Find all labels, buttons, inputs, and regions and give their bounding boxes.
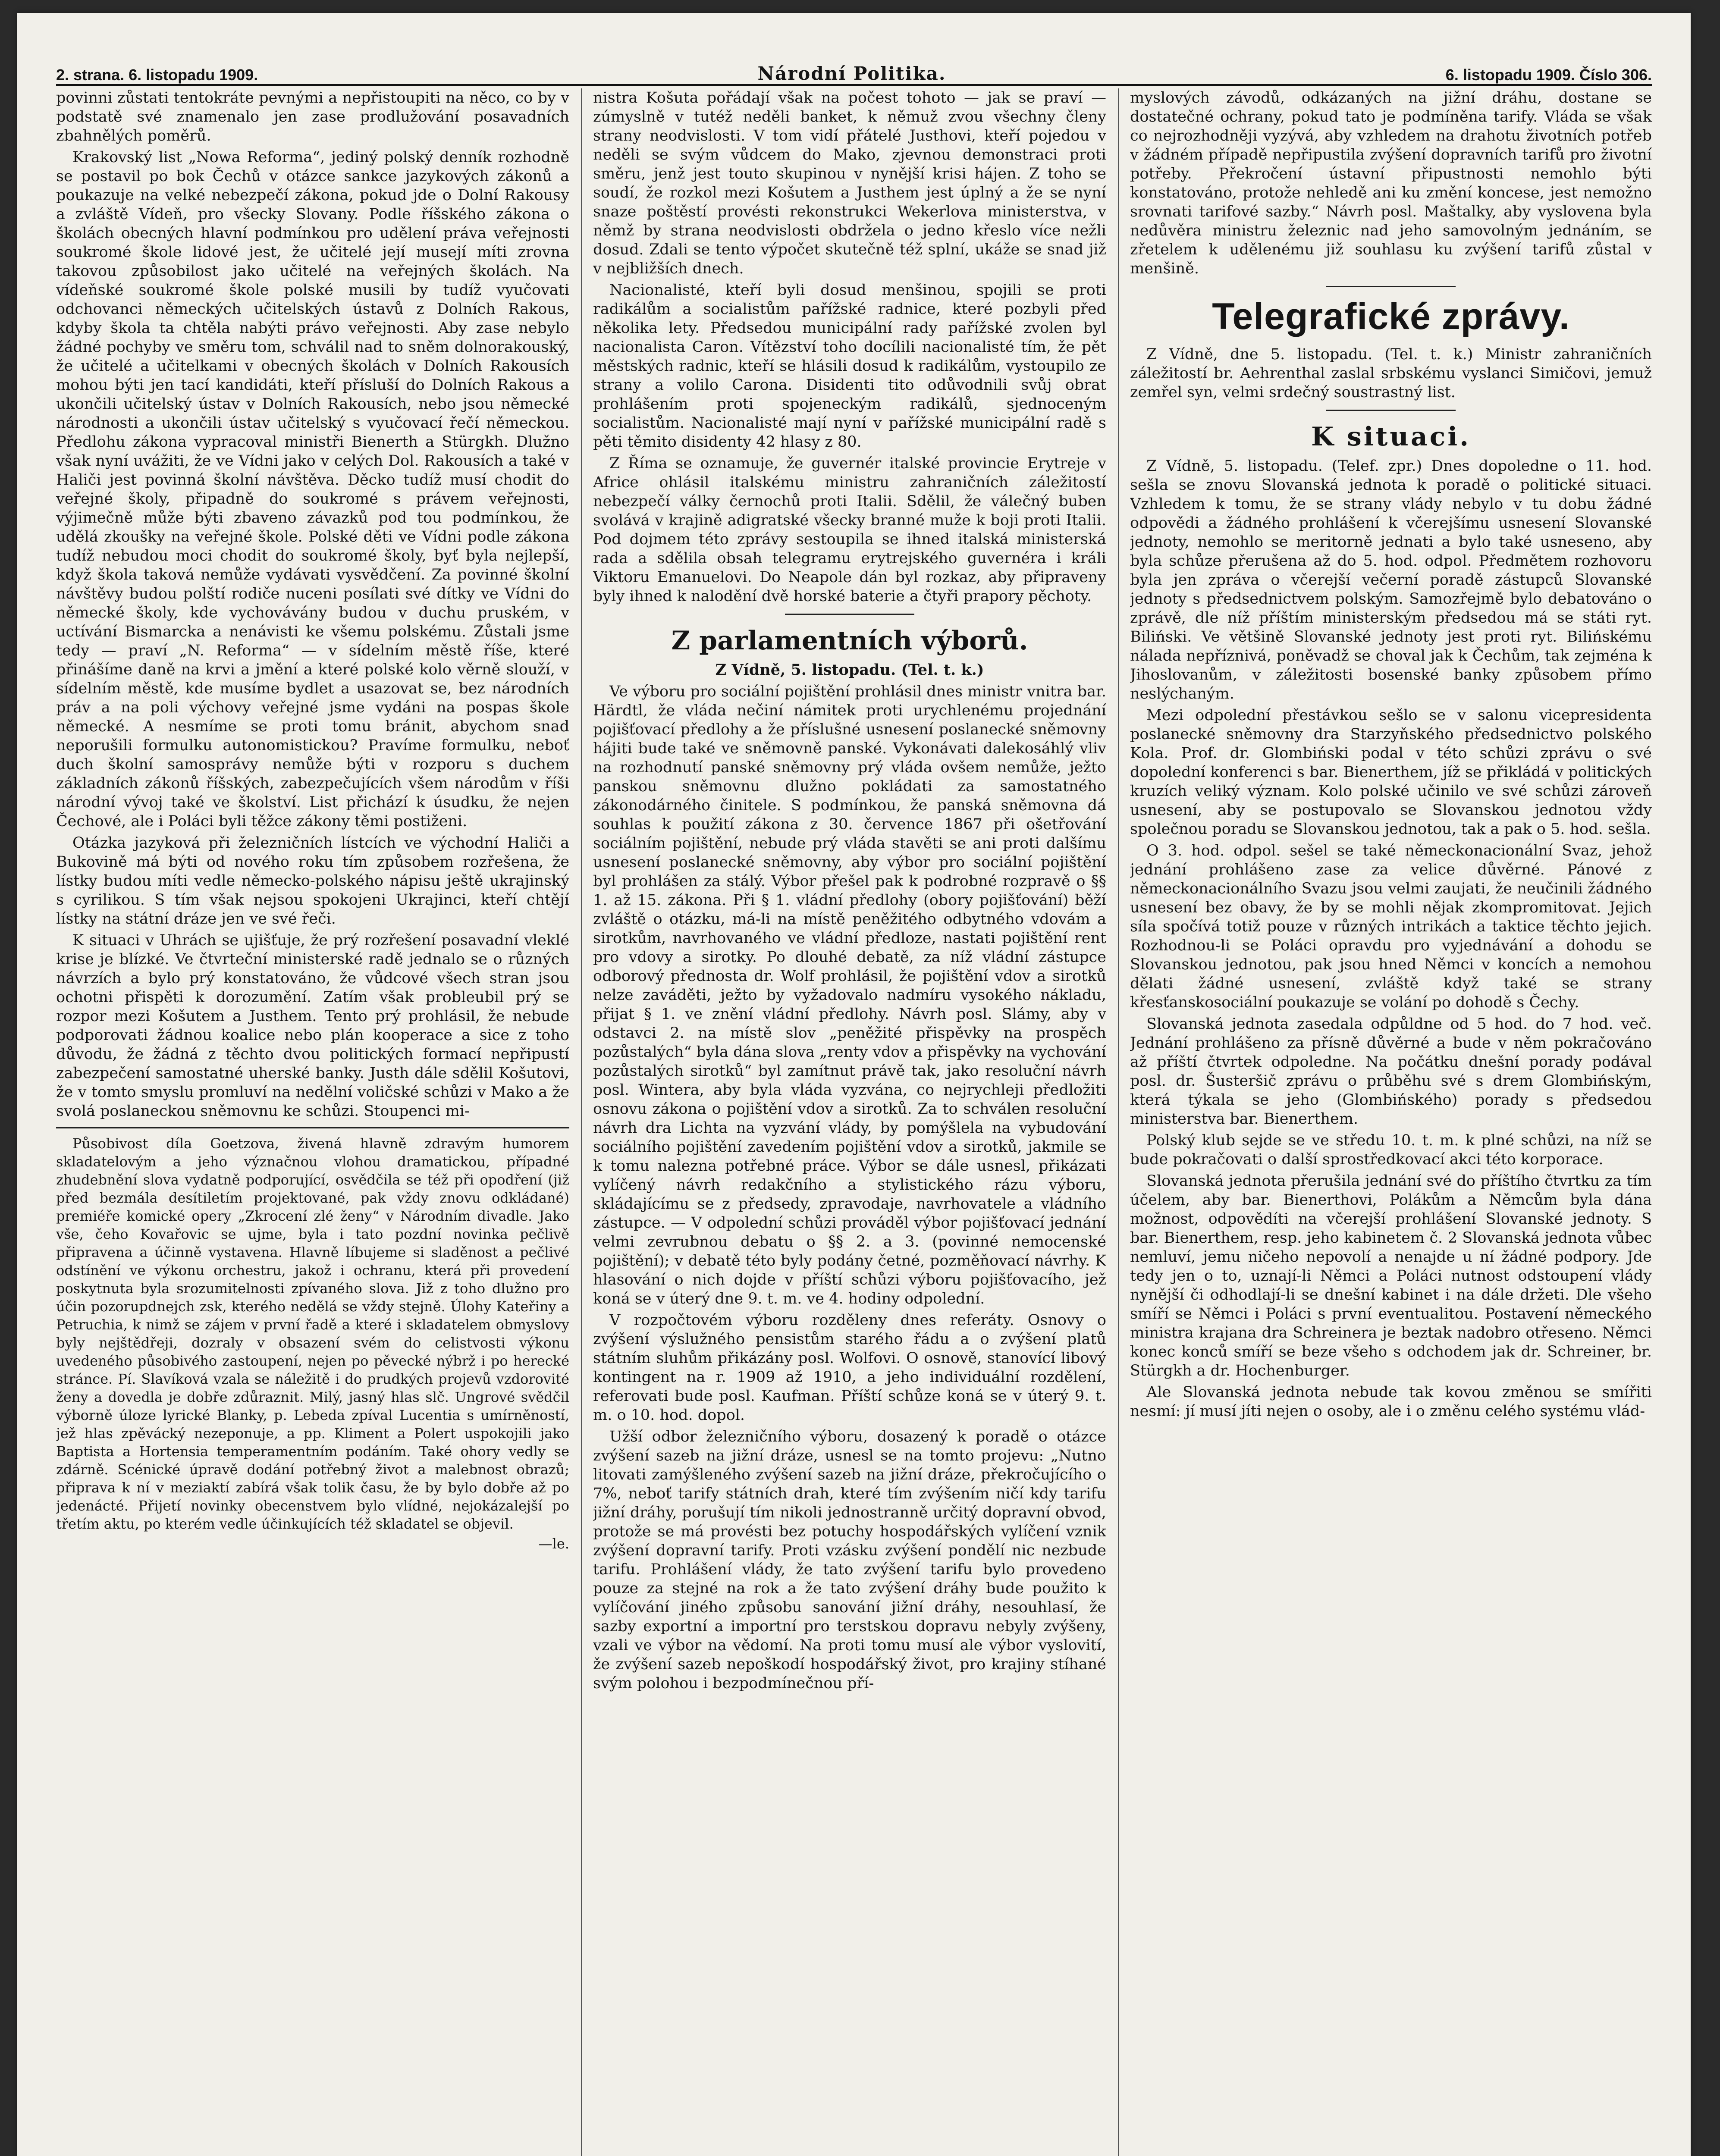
- section-divider: [1326, 286, 1456, 287]
- feuilleton-divider: [56, 1127, 569, 1128]
- article-paragraph: Nacionalisté, kteří byli dosud menšinou, spojili se proti radikálům a socialistům pařížské radnice, které pozbyli před několika lety. Předsedou municipální rady pařížské zvolen byl nacionalista Caron. Vítězství toho docílili nacionalisté tím, že pět městských radnic, kteří se hlásili dosud k radikálům, vystoupilo ze strany a volilo Carona. Disidenti tito odůvodnili svůj obrat prohlášením proti spojeneckým radikálů, sjednoceným socialistům. Nacionalisté mají nyní v pařížské municipální radě s pěti těmito disidenty 42 hlasy z 80.: [593, 282, 1106, 451]
- header-right: 6. listopadu 1909. Číslo 306.: [1445, 66, 1652, 84]
- article-paragraph: Užší odbor železničního výboru, dosazený k poradě o otázce zvýšení sazeb na jižní dráze, usnesl se na tomto projevu: „Nutno litovati zamýšleného zvýšení sazeb na jižní dráze, překročujícího o 7%, neboť tarify státních drah, které tím zvýšením ničí kdy tarifu jižní dráhy, porušují tím nikoli jednostranně určitý dopravní obvod, protože se má provésti bez potuchy hospodářských vylíčení vznik zvýšení dopravní tarify. Proti vzásku zvýšení pondělí nic nezbude tarifu. Prohlášení vlády, že tato zvýšení tarifu bylo provedeno pouze za stejné na rok a že tato zvýšení dráhy bude použito k vylíčování jiného způsobu sanování jižní dráhy, nesouhlasí, že sazby exportní a importní pro terstskou dopravu nebyly zvýšeny, vzali ve výbor na vědomí. Na proti tomu musí ale výbor vyslovití, že zvýšení sazeb nepoškodí hospodářský život, pro krajiny stíhané svým polohou i bezpodmínečnou pří-: [593, 1428, 1106, 1692]
- article-paragraph: K situaci v Uhrách se ujišťuje, že prý rozřešení posavadní vleklé krise je blízké. Ve čtvrteční ministerské radě jednalo se o různých návrzích a bylo prý konstatováno, že vůdcové všech stran jsou ochotni přispěti k dorozumění. Zatím však probleubil prý se rozpor mezi Košutem a Justhem. Tento prý prohlásil, že nebude podporovati žádnou koalice nebo plán kooperace a sice z toho důvodu, že žádná z těchto dvou politických formací nepřipustí zabezpečení samostatné uherské banky. Justh dále sdělil Košutovi, že v tomto smyslu promluví na nedělní voličské schůzi v Mako a že svolá poslaneckou sněmovnu ke schůzi. Stoupenci mi-: [56, 932, 569, 1120]
- section-heading: Z parlamentních výborů.: [671, 626, 1028, 656]
- section-heading: K situaci.: [1311, 422, 1471, 452]
- article-paragraph: nistra Košuta pořádají však na počest tohoto — jak se praví — zúmyslně v tutéž neděli banket, k němuž zvou všechny členy strany neodvislosti. V tom vidí přátelé Justhovi, kteří pojedou v neděli se svým vůdcem do Mako, zjevnou demonstraci proti směru, jenž jest touto skupinou v nynější krisi hájen. Z toho se soudí, že rozkol mezi Košutem a Justhem jest úplný a že se nyní snaze poštěstí provésti rekonstrukci Wekerlova ministerstva, v němž by strana neodvislosti obdržela o jedno křeslo více nežli dosud. Zdali se tento výpočet skutečně též splní, ukáže se snad již v nejbližších dnech.: [593, 89, 1106, 277]
- article-paragraph: Otázka jazyková při železničních lístcích ve východní Haliči a Bukovině má býti od nového roku tím způsobem rozřešena, že lístky budou míti vedle německo-polského nápisu ještě ukrajinský s cyrilikou. S tím však nejsou spokojeni Ukrajinci, kteří chtějí lístky na státní dráze jen ve své řeči.: [56, 834, 569, 928]
- article-paragraph: V rozpočtovém výboru rozděleny dnes referáty. Osnovy o zvýšení výslužného pensistům starého řádu a o zvýšení platů státním sluhům přikázány posl. Wolfovi. O osnově, stanovící libový kontingent na r. 1909 až 1910, a jeho individuální rozdělení, referovati bude posl. Kaufman. Příští schůze koná se v úterý 9. t. m. o 10. hod. dopol.: [593, 1312, 1106, 1424]
- section-divider: [1326, 410, 1456, 411]
- page-content: [56, 54, 1652, 2156]
- author-signature: —le.: [538, 1536, 569, 1552]
- newspaper-page: [17, 13, 1691, 2156]
- column-2: [593, 88, 1106, 2156]
- telegraph-heading: Telegrafické zprávy.: [1212, 296, 1570, 337]
- column-1: [56, 88, 569, 2156]
- column-divider: [581, 88, 582, 2156]
- article-paragraph: O 3. hod. odpol. sešel se také německonacionální Svaz, jehož jednání prohlášeno zase za velice důvěrné. Pánové z německonacionálního Svazu jsou velmi zaujati, že neučinili žádného usnesení bez obavy, že by se mohli nějak zkompromitovat. Jejich síla spočívá totiž pouze v různých intrikách a taktice těchto jejich. Rozhodnou-li se Poláci opravdu pro vyjednávání a dohodu se Slovanskou jednotou, pak jsou hned Němci v koncích a nemohou dělati žádné usnesení, zvláště když také se strany křesťanskosociální poukazuje se volání po dohodě s Čechy.: [1130, 842, 1652, 1011]
- article-paragraph: Z Říma se oznamuje, že guvernér italské provincie Erytreje v Africe ohlásil italskému ministru zahraničních záležitostí nebezpečí války černochů proti Italii. Sdělil, že válečný buben svolává v krajině adigratské všecky branné muže k boji proti Italii. Pod dojmem této zprávy sestoupila se ihned italská ministerská rada a sdělila obsah telegramu erytrejského guvernéra i králi Viktoru Emanuelovi. Do Neapole dán byl rozkaz, aby připraveny byly ihned k nalodění dvě horské baterie a čtyři prapory pěchoty.: [593, 455, 1106, 605]
- article-paragraph: Krakovský list „Nowa Reforma“, jediný polský denník rozhodně se postavil po bok Čechů v otázce sankce jazykových zákonů a poukazuje na velké nebezpečí zákona, pokud jde o Dolní Rakousy a zvláště Vídeň, pro všecky Slovany. Podle říšského zákona o školách obecných hlavní podmínkou pro udělení práva veřejnosti soukromé škole lidové jest, že učitelé její musejí míti zrovna takovou způsobilost jako učitelé na veřejných školách. Na vídeňské soukromé škole polské musili by tudíž vyučovati odchovanci německých učitelských ústavů z Dolních Rakous, kdyby škola ta chtěla nabýti právo veřejnosti. Aby zase nebylo žádné pochyby ve směru tom, schválil nad to sněm dolnorakouský, že učitelé a učitelkami v obecných školách v Dolních Rakousích mohou býti jen tací kandidáti, kteří přísluší do Dolních Rakous a ukončili učitelský ústav v Dolních Rakousích, nebo jsou německé národnosti a ukončili ústav učitelský s vyučovací řečí německou. Předlohu zákona vypracoval ministři Bienerth a Stürgkh. Dlužno však nyní uvážiti, že ve Vídni jako v celých Dol. Rakousích a také v Haliči jest povinná školní návštěva. Děcko tudíž musí chodit do veřejné školy, připadně do soukromé s právem veřejnosti, výjimečně může býti zbaveno závazků pod tou podmínkou, že udělá zkoušky na veřejné škole. Polské děti ve Vídni podle zákona tudíž nebudou moci chodit do soukromé školy, byť byla nejlepší, když škola taková nemůže vydávati vysvědčení. Za povinné školní návštěvy budou polští rodiče nuceni posílati své dítky ve Vídni do německé školy, kde vychovávány budou v duchu pruském, v uctívání Bismarcka a nenávisti ke všemu polskému. Zůstali jsme tedy — praví „N. Reforma“ — v sídelním městě říše, které přinášíme daně na krvi a jmění a které polské kolo věrně slouží, v sídelním městě, kde musíme bydlet a usazovat se, bez národních práv a na poli výchovy veřejné jsme vydáni na pospas škole německé. A nesmíme se proti tomu bránit, abychom snad neporušili formulku autonomistickou? Pravíme formulku, neboť duch školní samosprávy nemůže býti v rozporu s duchem základních zákonů říšských, zabezpečujících všem národům v říši národní vývoj také ve školství. List přichází k úsudku, že nejen Čechové, ale i Poláci byli těžce zákony těmi postiženi.: [56, 149, 569, 830]
- article-paragraph: Polský klub sejde se ve středu 10. t. m. k plné schůzi, na níž se bude pokračovati o další sprostředkovací akci této korporace.: [1130, 1132, 1652, 1168]
- article-paragraph: Slovanská jednota přerušila jednání své do příštího čtvrtku za tím účelem, aby bar. Bienerthovi, Polákům a Němcům byla dána možnost, odpovědíti na včerejší prohlášení Slovanské jednoty. S bar. Bienerthem, resp. jeho kabinetem č. 2 Slovanská jednota vůbec nemluví, jemu ničeho nepovolí a nenajde u ní žádné podpory. Jde tedy jen o to, uznají-li Němci a Poláci nutnost odstoupení vlády nynější či odhodlají-li se dnešní kabinet i na dále držeti. Dle všeho smíří se Němci i Poláci s první eventualitou. Postavení německého ministra krajana dra Schreinera je beztak nadobro otřeseno. Němci konec konců smíří se beze všeho s odchodem jak dr. Schreiner, br. Stürgkh a dr. Hochenburger.: [1130, 1172, 1652, 1379]
- page-header: [56, 54, 1652, 86]
- header-left: 2. strana. 6. listopadu 1909.: [56, 66, 258, 84]
- article-paragraph: Ale Slovanská jednota nebude tak kovou změnou se smířiti nesmí: jí musí jíti nejen o osoby, ale i o změnu celého systému vlád-: [1130, 1384, 1652, 1420]
- dateline: Z Vídně, 5. listopadu. (Tel. t. k.): [715, 661, 984, 679]
- feuilleton-paragraph: Působivost díla Goetzova, živená hlavně zdravým humorem skladatelovým a jeho význačnou vlohou dramatickou, případné zhudebnění slova vydatně podporující, osvědčila se též při opodření (již před bezmála desítiletím projektované, pak vždy znovu odkládané) premiéře komické opery „Zkrocení zlé ženy“ v Národním divadle. Jako vše, čeho Kovařovic se ujme, byla i tato pozdní novinka pečlivě připravena a účinně vystavena. Hlavně líbujeme si sladěnost a pečlivé odstínění ve výkonu orchestru, jakož i ochranu, která při provedení poskytnuta byla srozumitelnosti zpívaného slova. Již z toho dlužno pro účin pozorupdnejch zsk, kterého nedělá se vždy stejně. Úlohy Kateřiny a Petruchia, k nimž se zájem v první řadě a které i skladatelem obmyslovy byly nejštědřeji, dozraly v obsazení svém do celistvosti výkonu uvedeného působivého zastoupení, nejen po pěvecké nýbrž i po herecké stránce. Pí. Slavíková vzala se náležitě i do prudkých projevů vzdorovité ženy a dovedla je dobře zdůraznit. Milý, jasný hlas slč. Ungrové svědčil výborně úloze lyrické Blanky, p. Lebeda zpíval Lucentia s umírněností, jež hlas zpěvácký nezeponuje, a pp. Kliment a Polert uspokojili jako Baptista a Hortensia temperamentním podáním. Také ohory vedly se zdárně. Scénické úpravě dodání potřebný život a malebnost obrazů; připrava k ní v meziaktí zabírá však tolik času, že by bylo dobře až po jedenácté. Přijetí novinky obecenstvem bylo vlídné, nejokázalejší po třetím aktu, po kterém vedle účinkujících též skladatel se objevil.: [56, 1135, 569, 1532]
- article-paragraph: myslových závodů, odkázaných na jižní dráhu, dostane se dostatečné ochrany, pokud tato je podmíněna tarify. Vláda se však co nejrozhodněji vyzývá, aby vzhledem na drahotu životních potřeb v žádném případě nepřipustila zvýšení dopravních tarifů pro životní potřeby. Překročení ústavní připustnosti nemohlo býti konstatováno, protože nehledě ani ku změní koncese, jest nemožno srovnati tarifové sazby.“ Návrh posl. Maštalky, aby vyslovena byla nedůvěra ministru železnic nad jeho samovolným jednáním, se zřetelem k udělenému již souhlasu ku zvýšení tarifů zůstal v menšině.: [1130, 89, 1652, 277]
- column-3: [1130, 88, 1652, 2156]
- article-paragraph: Slovanská jednota zasedala odpůldne od 5 hod. do 7 hod. več. Jednání prohlášeno za přísně důvěrné a bude v něm pokračováno až příští čtvrtek odpoledne. Na počátku dnešní porady podával posl. dr. Šusteršič zprávu o průběhu své s drem Glombińským, která týkala se jeho (Glombińského) porady s předsedou ministerstva bar. Bienerthem.: [1130, 1015, 1652, 1128]
- article-paragraph: Ve výboru pro sociální pojištění prohlásil dnes ministr vnitra bar. Härdtl, že vláda nečiní námitek proti urychlenému projednání pojišťovací předlohy a že příslušné usnesení poslanecké sněmovny hájiti bude také ve sněmovně panské. Vykonávati dalekosáhlý vliv na rozhodnutí panské sněmovny prý vláda ovšem nemůže, ježto panskou sněmovnu dlužno pokládati za samostatného zákonodárného činitele. S podmínkou, že panská sněmovna dá souhlas k použití zákona z 30. července 1867 při ošetřování sociálním pojištění, nebude prý vláda stavěti se ani proti dalšímu usnesení poslanecké sněmovny, aby výbor pro sociální pojištění byl prohlášen za stálý. Výbor přešel pak k podrobné rozpravě o §§ 1. až 15. zákona. Při § 1. vládní předlohy (obory pojišťování) běží zvláště o otázku, má-li na místě peněžitého odbytného vdovám a sirotkům, navrhovaného ve vládní předloze, nastati pojištění rent pro vdovy a sirotky. Po dlouhé debatě, za níž vládní zástupce odborový přednosta dr. Wolf prohlásil, že pojištění vdov a sirotků nelze zaváděti, ježto by vyžadovalo nadmíru vysokého nákladu, přijat § 1. ve znění vládní předlohy. Návrh posl. Slámy, aby v odstavci 2. na místě slov „peněžité přispěvky na prospěch pozůstalých“ byla dána slova „renty vdov a přispěvky na vychování pozůstalých sirotků“ byl zamítnut právě tak, jako resoluční návrh posl. Wintera, aby byla vláda vyzvána, co nejrychleji předložiti osnovu zákona o pojištění vdov a sirotků. Za to schválen resoluční návrh dra Lichta na vyzvání vlády, by pomýšlela na vybudování sociálního pojištění zavedením pojištění vdov a sirotků, jakmile se k tomu nalezna potřebné práce. Výbor se dále usnesl, přikázati vylíčený návrh redakčního a stylistického rázu výboru, skládajícímu se z předsedy, zpravodaje, navrhovatele a vládního zástupce. — V odpolední schůzi prováděl výbor pojišťovací jednání velmi zevrubnou debatu o §§ 2. a 3. (povinné nemocenské pojištění); v debatě této byly podány četné, pozměňovací návrhy. K hlasování o nich dojde v příští schůzi výboru pojišťovacího, jež koná se v úterý dne 9. t. m. ve 4. hodiny odpolední.: [593, 683, 1106, 1307]
- article-paragraph: povinni zůstati tentokráte pevnými a nepřistoupiti na něco, co by v podstatě své znamenalo jen zase prodlužování posavadních zbahnělých poměrů.: [56, 89, 569, 144]
- masthead-title: Národní Politika.: [757, 63, 946, 84]
- article-paragraph: Z Vídně, dne 5. listopadu. (Tel. t. k.) Ministr zahraničních záležitostí br. Aehrenthal zaslal srbskému vyslanci Simičovi, jemuž zemřel syn, velmi srdečný soustrastný list.: [1130, 346, 1652, 401]
- section-divider: [785, 614, 914, 615]
- article-paragraph: Z Vídně, 5. listopadu. (Telef. zpr.) Dnes dopoledne o 11. hod. sešla se znovu Slovanská jednota k poradě o politické situaci. Vzhledem k tomu, že se strany vlády nebylo v tu dobu žádné odpovědi a žádného prohlášení k včerejšímu usnesení Slovanské jednoty, nemohlo se meritorně jednati a bylo také usneseno, aby byla schůze přerušena až do 5. hod. odpol. Předmětem rozhovoru byla jen zpráva o včerejší večerní poradě zástupců Slovanské jednoty s předsednictvem polským. Samozřejmě bylo debatováno o zprávě, dle níž příštím ministerským předsedou má se státi ryt. Biliński. Ve většině Slovanské jednoty jest proti ryt. Bilińskému nálada nepříznivá, poněvadž se choval jak k Čechům, tak zejména k Jihoslovanům, v záležitosti bosenské banky způsobem přímo neslýchaným.: [1130, 458, 1652, 702]
- article-paragraph: Mezi odpolední přestávkou sešlo se v salonu vicepresidenta poslanecké sněmovny dra Starzyňského předsednictvo polského Kola. Prof. dr. Glombiński podal v této schůzi zprávu o své dopolední konferenci s bar. Bienerthem, jíž se přikládá v politických kruzích veliký význam. Kolo polské učinilo ve své schůzi zároveň usnesení, aby se postupovalo se Slovanskou jednotou vždy společnou poradu se Slovanskou jednotou, tak a pak o 5. hod. sešla.: [1130, 707, 1652, 838]
- column-divider: [1118, 88, 1119, 2156]
